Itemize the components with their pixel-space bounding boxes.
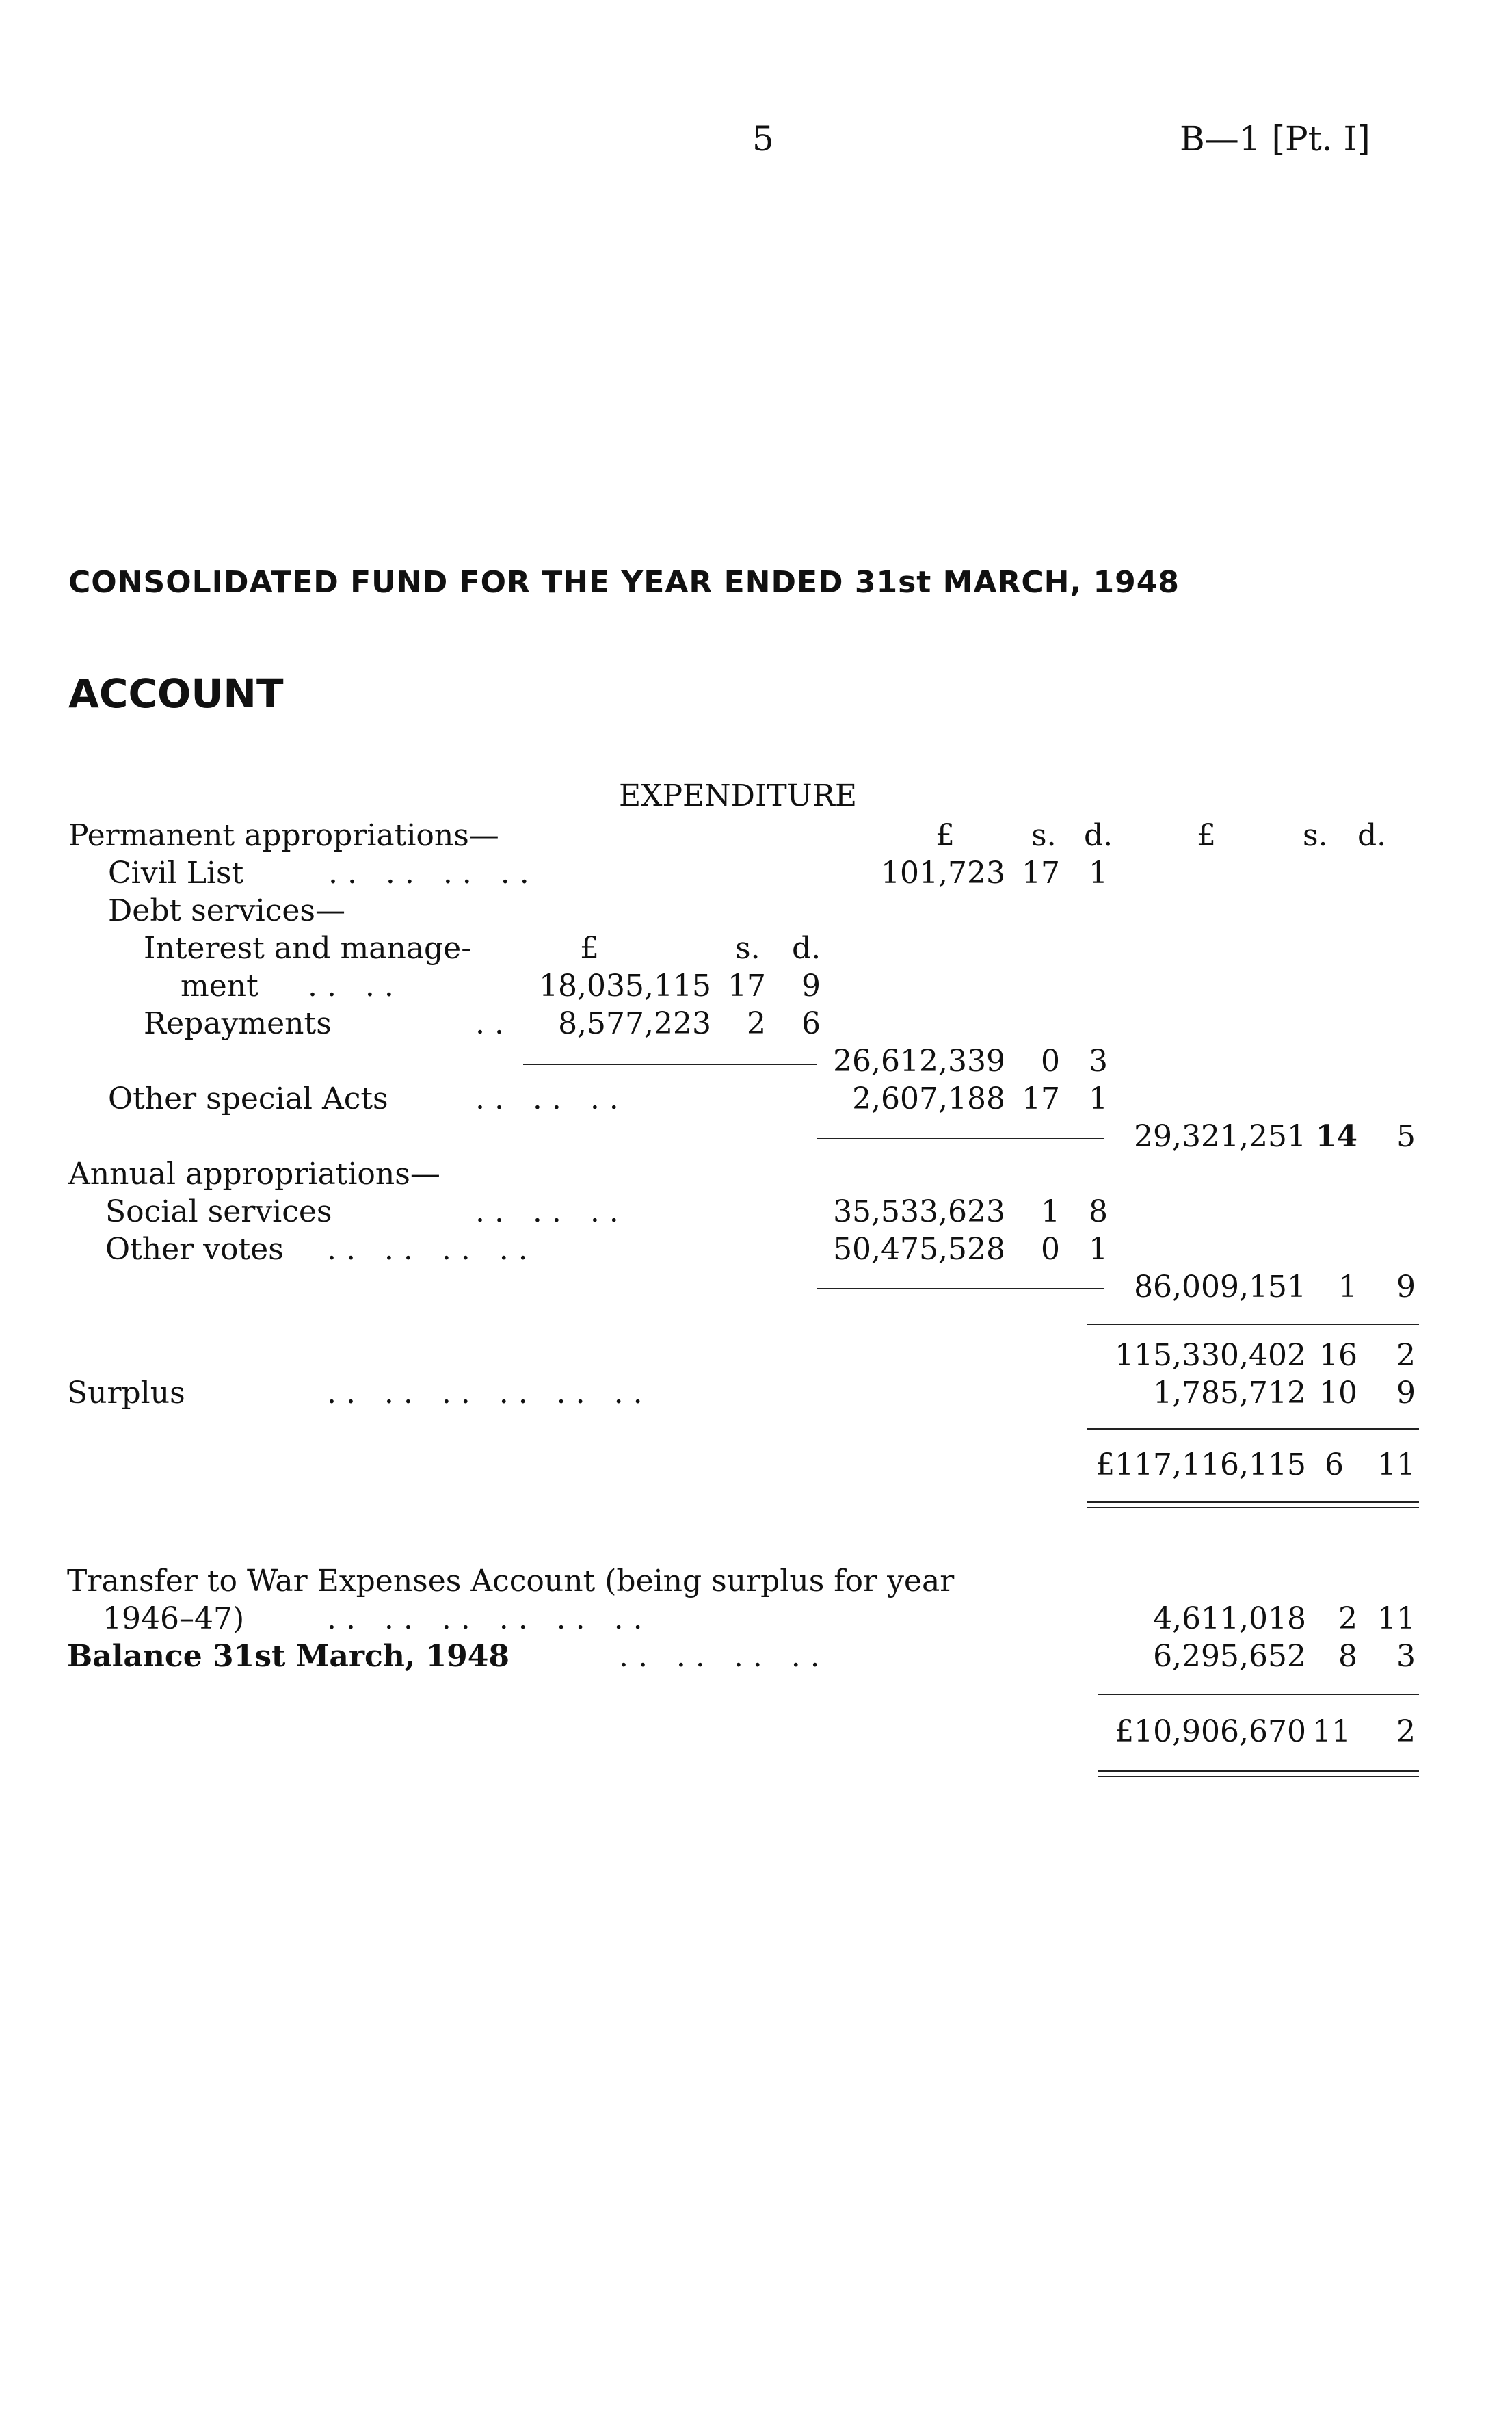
grand-total-rule	[1087, 1428, 1419, 1430]
grand-total-shillings: 6	[1325, 1447, 1344, 1482]
surplus-pounds: 1,785,712	[1153, 1376, 1306, 1410]
other-special-pence: 1	[1089, 1081, 1108, 1116]
col-head-pound: £	[936, 818, 955, 853]
civil-list-pounds: 101,723	[881, 856, 1005, 891]
transfer-label-line1: Transfer to War Expenses Account (being surplus for year	[67, 1564, 955, 1599]
balance-leader-dots: . . . . . . . .	[619, 1639, 820, 1674]
col-head-pence: d.	[1084, 818, 1113, 853]
page-reference: B—1 [Pt. I]	[1180, 119, 1370, 159]
subtotal-rule	[1087, 1324, 1419, 1325]
other-votes-pounds: 50,475,528	[833, 1232, 1005, 1267]
repayments-leader-dots: . .	[475, 1006, 504, 1041]
col-head-shillings-total: s.	[1303, 818, 1328, 853]
other-special-shillings: 17	[1022, 1081, 1060, 1116]
other-votes-shillings: 0	[1041, 1232, 1060, 1267]
col-head-pound-total: £	[1197, 818, 1216, 853]
civil-list-leader-dots: . . . . . . . .	[328, 856, 529, 891]
other-special-acts-label: Other special Acts	[108, 1081, 388, 1116]
social-services-pence: 8	[1089, 1194, 1108, 1229]
repayments-shillings: 2	[747, 1006, 766, 1041]
annual-total-pence: 9	[1396, 1270, 1416, 1304]
balance-pence: 3	[1396, 1639, 1416, 1674]
final-total-rule	[1098, 1694, 1419, 1695]
interest-pence: 9	[801, 969, 821, 1003]
grand-total-pence: 11	[1377, 1447, 1416, 1482]
debt-total-pence: 3	[1089, 1044, 1108, 1079]
subtotal-shillings: 16	[1319, 1338, 1357, 1373]
social-services-label: Social services	[105, 1194, 332, 1229]
surplus-pence: 9	[1396, 1376, 1416, 1410]
interest-pounds: 18,035,115	[539, 969, 711, 1003]
annual-total-shillings: 1	[1338, 1270, 1357, 1304]
page-number: 5	[752, 119, 774, 159]
interest-leader-dots: . . . .	[308, 969, 394, 1003]
col-head-shillings: s.	[1031, 818, 1057, 853]
interest-shillings: 17	[728, 969, 766, 1003]
interest-label-line2: ment	[181, 969, 258, 1003]
account-heading: ACCOUNT	[68, 670, 284, 717]
subtotal-pounds: 115,330,402	[1115, 1338, 1306, 1373]
transfer-leader-dots: . . . . . . . . . . . .	[327, 1601, 643, 1636]
permanent-total-shillings: 14	[1315, 1119, 1357, 1154]
permanent-total-pounds: 29,321,251	[1134, 1119, 1306, 1154]
transfer-pounds: 4,611,018	[1153, 1601, 1306, 1636]
repayments-label: Repayments	[144, 1006, 332, 1041]
other-special-pounds: 2,607,188	[852, 1081, 1005, 1116]
permanent-appropriations-label: Permanent appropriations—	[68, 818, 499, 853]
debt-total-shillings: 0	[1041, 1044, 1060, 1079]
expenditure-heading: EXPENDITURE	[619, 778, 858, 813]
social-services-shillings: 1	[1041, 1194, 1060, 1229]
transfer-label-line2: 1946–47)	[103, 1601, 245, 1636]
repayments-pounds: 8,577,223	[558, 1006, 711, 1041]
col-head-pence-total: d.	[1357, 818, 1387, 853]
surplus-leader-dots: . . . . . . . . . . . .	[327, 1376, 643, 1410]
balance-label: Balance 31st March, 1948	[67, 1639, 509, 1674]
interest-label-line1: Interest and manage-	[144, 931, 472, 966]
civil-list-shillings: 17	[1022, 856, 1060, 891]
transfer-pence: 11	[1377, 1601, 1416, 1636]
repayments-pence: 6	[801, 1006, 821, 1041]
final-total-shillings: 11	[1312, 1714, 1351, 1749]
debt-col-head-shillings: s.	[735, 931, 760, 966]
other-special-leader-dots: . . . . . .	[475, 1081, 619, 1116]
final-total-pence: 2	[1396, 1714, 1416, 1749]
grand-total-double-rule	[1087, 1501, 1419, 1508]
other-votes-leader-dots: . . . . . . . .	[327, 1232, 528, 1267]
subtotal-pence: 2	[1396, 1338, 1416, 1373]
transfer-shillings: 2	[1338, 1601, 1357, 1636]
balance-pounds: 6,295,652	[1153, 1639, 1306, 1674]
debt-col-head-pence: d.	[792, 931, 821, 966]
surplus-label: Surplus	[67, 1376, 185, 1410]
permanent-total-pence: 5	[1396, 1119, 1416, 1154]
surplus-shillings: 10	[1319, 1376, 1357, 1410]
debt-total-pounds: 26,612,339	[833, 1044, 1005, 1079]
final-total-pounds: £10,906,670	[1115, 1714, 1306, 1749]
balance-shillings: 8	[1338, 1639, 1357, 1674]
other-votes-pence: 1	[1089, 1232, 1108, 1267]
debt-services-label: Debt services—	[108, 893, 345, 928]
grand-total-pounds: £117,116,115	[1096, 1447, 1306, 1482]
civil-list-label: Civil List	[108, 856, 244, 891]
document-title: CONSOLIDATED FUND FOR THE YEAR ENDED 31st MARCH, 1948	[68, 565, 1180, 600]
other-votes-label: Other votes	[105, 1232, 284, 1267]
social-services-leader-dots: . . . . . .	[475, 1194, 619, 1229]
annual-appropriations-label: Annual appropriations—	[68, 1157, 440, 1192]
social-services-pounds: 35,533,623	[833, 1194, 1005, 1229]
annual-subtotal-rule	[817, 1288, 1104, 1289]
debt-col-head-pound: £	[580, 931, 599, 966]
civil-list-pence: 1	[1089, 856, 1108, 891]
permanent-subtotal-rule	[817, 1138, 1104, 1139]
debt-subtotal-rule	[523, 1064, 817, 1065]
final-total-double-rule	[1098, 1770, 1419, 1777]
annual-total-pounds: 86,009,151	[1134, 1270, 1306, 1304]
